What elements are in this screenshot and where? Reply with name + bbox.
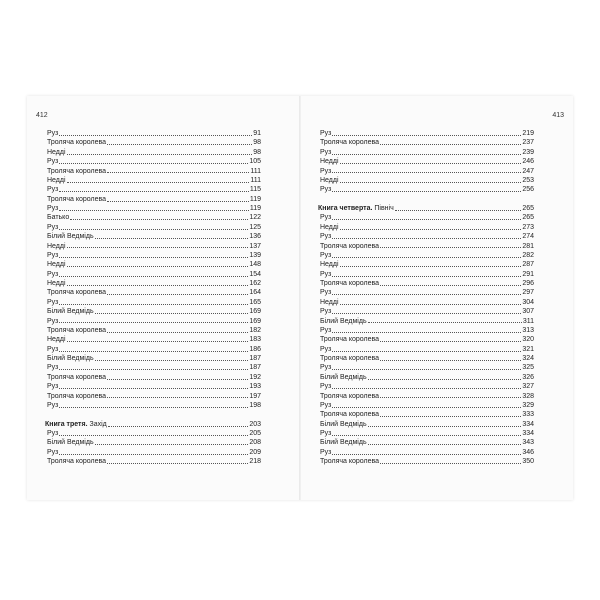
toc-entry-title: Білий Ведмідь [320,373,367,381]
toc-page-number: 273 [522,223,534,231]
toc-entry-title: Троляча королева [320,355,380,362]
toc-entry [45,363,261,372]
toc-entry [318,288,534,297]
toc-page-number: 209 [249,448,261,456]
toc-entry [318,429,534,438]
toc-section-title-rest: Північ [372,205,394,212]
toc-leader-dots [332,135,521,136]
toc-entry [45,429,261,438]
right-toc [318,129,534,467]
toc-page-number: 187 [249,364,261,372]
toc-leader-dots [59,257,248,258]
toc-leader-dots [107,379,248,380]
toc-page-number: 208 [249,439,261,447]
toc-page-number: 119 [249,195,261,203]
toc-entry [318,354,534,363]
toc-entry [45,213,261,222]
toc-page-number: 139 [249,251,261,259]
toc-leader-dots [67,341,249,342]
toc-entry-title: Руз [47,430,59,437]
toc-entry-title: Руз [320,326,332,334]
toc-entry [318,410,534,419]
toc-leader-dots [340,163,522,164]
toc-leader-dots [368,379,522,380]
toc-entry-title: Недді [47,176,66,184]
toc-gap [45,410,261,419]
toc-leader-dots [59,135,252,136]
toc-entry [318,223,534,232]
toc-entry [318,457,534,466]
toc-leader-dots [332,276,521,277]
toc-page-number: 98 [253,139,261,147]
toc-page-number: 291 [522,270,534,278]
toc-entry [318,401,534,410]
toc-entry-title: Руз [320,148,332,156]
toc-page-number: 325 [522,364,534,372]
toc-leader-dots [70,219,248,220]
toc-leader-dots [59,191,248,192]
toc-section-title-bold: Книга четверта. [318,205,373,212]
toc-entry-title: Руз [320,289,332,297]
toc-leader-dots [95,238,249,239]
toc-entry [318,129,534,138]
toc-entry [45,457,261,466]
toc-page-number: 346 [522,448,534,456]
toc-page-number: 328 [522,392,534,400]
toc-entry-title: Руз [320,186,332,194]
toc-entry-title: Руз [320,214,332,222]
toc-leader-dots [95,313,249,314]
toc-entry [45,317,261,326]
toc-page-number: 274 [522,233,534,241]
toc-entry-title: Білий Ведмідь [47,439,94,447]
toc-leader-dots [332,435,521,436]
toc-leader-dots [380,144,521,145]
toc-entry-title: Руз [47,345,59,353]
toc-entry [45,223,261,232]
toc-entry-title: Руз [320,233,332,241]
toc-leader-dots [340,182,522,183]
toc-page-number: 350 [522,458,534,466]
toc-leader-dots [107,172,249,173]
toc-entry [45,204,261,213]
toc-entry-title: Руз [47,223,59,231]
toc-page-number: 137 [249,242,261,250]
toc-entry [318,307,534,316]
toc-page-number: 246 [522,158,534,166]
toc-leader-dots [368,444,522,445]
toc-section-heading [45,420,261,429]
toc-page-number: 203 [249,420,261,428]
toc-entry [45,251,261,260]
toc-entry-title: Недді [320,298,339,306]
toc-page-number: 136 [249,233,261,241]
book-spread [27,96,573,500]
toc-entry [45,448,261,457]
toc-leader-dots [368,426,522,427]
left-page [27,96,299,500]
toc-entry-title: Білий Ведмідь [47,355,94,362]
toc-page-number: 169 [249,308,261,316]
toc-entry [45,232,261,241]
toc-entry-title: Недді [47,242,66,250]
toc-leader-dots [67,247,249,248]
toc-leader-dots [59,407,248,408]
toc-leader-dots [107,332,248,333]
toc-entry-title: Троляча королева [47,289,107,297]
toc-leader-dots [59,369,248,370]
toc-entry-title: Білий Ведмідь [47,233,94,241]
toc-leader-dots [67,182,250,183]
toc-entry-title: Руз [47,158,59,166]
toc-leader-dots [59,435,248,436]
toc-entry-title: Троляча королева [320,336,380,344]
toc-entry-title: Руз [47,448,59,456]
toc-entry-title: Руз [47,298,59,306]
toc-entry-title: Руз [320,383,332,391]
toc-entry [45,345,261,354]
toc-entry-title: Недді [47,261,66,269]
toc-page-number: 164 [249,289,261,297]
toc-page-number: 313 [522,326,534,334]
toc-entry-title: Руз [47,270,59,278]
toc-leader-dots [380,463,521,464]
toc-entry-title: Недді [320,261,339,269]
toc-entry-title: Руз [47,130,59,137]
toc-entry [45,438,261,447]
toc-leader-dots [380,341,521,342]
toc-page-number: 165 [249,298,261,306]
toc-entry [318,363,534,372]
toc-leader-dots [340,229,522,230]
toc-leader-dots [59,322,248,323]
toc-leader-dots [67,266,249,267]
toc-leader-dots [107,144,252,145]
toc-entry [45,167,261,176]
toc-leader-dots [95,360,249,361]
toc-leader-dots [59,163,248,164]
toc-entry-title: Руз [47,205,59,212]
toc-leader-dots [332,369,521,370]
toc-page-number: 239 [522,148,534,156]
toc-entry [318,270,534,279]
toc-page-number: 193 [249,383,261,391]
toc-entry-title: Троляча королева [47,373,107,381]
toc-page-number: 320 [522,336,534,344]
toc-entry [45,307,261,316]
toc-entry-title: Руз [320,167,332,175]
toc-entry [318,382,534,391]
toc-leader-dots [332,172,521,173]
toc-entry [318,176,534,185]
toc-entry-title: Троляча королева [320,411,380,419]
toc-page-number: 343 [522,439,534,447]
toc-entry-title: Руз [320,430,332,437]
toc-entry [45,176,261,185]
toc-entry [45,373,261,382]
toc-page-number: 105 [249,158,261,166]
toc-entry-title: Троляча королева [320,392,380,400]
toc-leader-dots [380,397,521,398]
toc-entry-title: Батько [47,214,70,222]
right-page-number: 413 [552,112,564,119]
toc-leader-dots [340,304,522,305]
toc-entry-title: Троляча королева [47,458,107,466]
toc-entry [318,148,534,157]
toc-entry-title: Недді [320,158,339,166]
toc-page-number: 122 [249,214,261,222]
toc-page-number: 324 [522,355,534,362]
toc-page-number: 169 [249,317,261,325]
toc-page-number: 326 [522,373,534,381]
toc-entry-title: Білий Ведмідь [47,308,94,316]
toc-gap [318,195,534,204]
toc-section-title [45,420,107,429]
toc-entry-title: Руз [47,251,59,259]
toc-leader-dots [59,454,248,455]
toc-entry [45,326,261,335]
toc-page-number: 297 [522,289,534,297]
toc-entry-title: Руз [320,251,332,259]
toc-page-number: 329 [522,401,534,409]
toc-entry-title: Руз [320,345,332,353]
toc-page-number: 192 [249,373,261,381]
toc-page-number: 219 [522,130,534,137]
toc-page-number: 333 [522,411,534,419]
toc-page-number: 304 [522,298,534,306]
toc-page-number: 265 [522,205,534,212]
toc-entry [318,373,534,382]
toc-entry-title: Руз [47,383,59,391]
toc-entry [45,382,261,391]
toc-page-number: 197 [249,392,261,400]
toc-entry [318,298,534,307]
toc-entry-title: Троляча королева [320,242,380,250]
toc-entry [45,195,261,204]
toc-leader-dots [67,285,249,286]
toc-page-number: 162 [249,280,261,287]
toc-leader-dots [332,219,521,220]
toc-page-number: 327 [522,383,534,391]
toc-leader-dots [380,247,521,248]
toc-page-number: 253 [522,176,534,184]
toc-leader-dots [107,294,248,295]
toc-leader-dots [332,154,521,155]
toc-entry [45,138,261,147]
toc-entry-title: Руз [320,364,332,372]
toc-page-number: 154 [249,270,261,278]
toc-entry [318,251,534,260]
toc-entry [45,298,261,307]
toc-leader-dots [59,229,248,230]
toc-entry [318,335,534,344]
toc-page-number: 98 [253,148,261,156]
toc-page-number: 265 [522,214,534,222]
toc-entry-title: Недді [320,223,339,231]
toc-page-number: 247 [522,167,534,175]
toc-leader-dots [59,388,248,389]
toc-entry-title: Білий Ведмідь [320,420,367,428]
toc-entry [45,288,261,297]
toc-entry [318,392,534,401]
toc-entry-title: Недді [47,280,66,287]
toc-leader-dots [380,285,521,286]
toc-entry-title: Руз [320,308,332,316]
toc-entry-title: Руз [47,186,59,194]
toc-page-number: 111 [250,176,261,184]
toc-entry [45,148,261,157]
toc-page-number: 148 [249,261,261,269]
toc-page-number: 282 [522,251,534,259]
toc-page-number: 311 [522,317,534,325]
toc-entry [45,392,261,401]
toc-page-number: 183 [249,336,261,344]
toc-entry [318,279,534,288]
toc-entry [318,448,534,457]
toc-leader-dots [332,351,521,352]
toc-page-number: 186 [249,345,261,353]
toc-entry-title: Троляча королева [47,167,107,175]
toc-leader-dots [107,397,248,398]
toc-leader-dots [95,444,249,445]
toc-leader-dots [107,201,249,202]
toc-entry-title: Руз [320,130,332,137]
toc-leader-dots [332,407,521,408]
toc-leader-dots [332,332,521,333]
toc-page-number: 237 [522,139,534,147]
toc-entry-title: Троляча королева [47,139,107,147]
toc-page-number: 296 [522,280,534,287]
toc-leader-dots [380,416,521,417]
toc-leader-dots [59,351,248,352]
toc-entry [318,260,534,269]
toc-entry [318,138,534,147]
toc-leader-dots [332,257,521,258]
toc-leader-dots [368,322,522,323]
toc-entry [45,129,261,138]
toc-entry-title: Недді [320,176,339,184]
toc-entry [45,335,261,344]
toc-entry [318,232,534,241]
toc-page-number: 307 [522,308,534,316]
toc-entry [45,270,261,279]
toc-leader-dots [332,313,521,314]
toc-leader-dots [59,276,248,277]
left-toc [45,129,261,467]
toc-section-title [318,204,394,213]
toc-entry [318,213,534,222]
toc-entry-title: Руз [320,448,332,456]
toc-section-heading [318,204,534,213]
toc-entry [318,326,534,335]
toc-entry-title: Троляча королева [320,280,380,287]
toc-page-number: 187 [249,355,261,362]
right-page [301,96,573,500]
toc-leader-dots [395,210,522,211]
toc-leader-dots [107,463,248,464]
toc-section-title-bold: Книга третя. [45,420,88,428]
toc-entry-title: Троляча королева [47,195,107,203]
toc-leader-dots [59,304,248,305]
toc-entry [45,242,261,251]
toc-page-number: 205 [249,430,261,437]
toc-page-number: 115 [249,186,261,194]
toc-leader-dots [332,454,521,455]
toc-entry [318,242,534,251]
toc-entry [318,420,534,429]
toc-page-number: 182 [249,326,261,334]
left-page-number: 412 [36,112,48,119]
toc-page-number: 198 [249,401,261,409]
toc-page-number: 334 [522,420,534,428]
toc-page-number: 281 [522,242,534,250]
toc-leader-dots [332,388,521,389]
toc-entry-title: Троляча королева [320,139,380,147]
toc-entry [45,185,261,194]
toc-leader-dots [67,154,253,155]
toc-entry [45,354,261,363]
toc-leader-dots [59,210,248,211]
toc-page-number: 218 [249,458,261,466]
toc-entry-title: Троляча королева [47,326,107,334]
toc-leader-dots [332,191,521,192]
toc-leader-dots [332,294,521,295]
toc-entry [318,438,534,447]
toc-entry-title: Білий Ведмідь [320,439,367,447]
toc-entry-title: Недді [47,148,66,156]
toc-entry [318,185,534,194]
toc-entry [45,260,261,269]
toc-entry-title: Руз [47,317,59,325]
toc-page-number: 119 [249,205,261,212]
toc-entry-title: Руз [320,401,332,409]
toc-page-number: 91 [253,130,261,137]
toc-entry-title: Недді [47,336,66,344]
toc-entry [45,401,261,410]
toc-leader-dots [340,266,522,267]
toc-leader-dots [332,238,521,239]
toc-entry-title: Руз [320,270,332,278]
toc-entry [318,157,534,166]
toc-entry [318,317,534,326]
toc-page-number: 111 [250,167,261,175]
toc-page-number: 334 [522,430,534,437]
toc-leader-dots [380,360,521,361]
toc-page-number: 321 [522,345,534,353]
toc-entry-title: Білий Ведмідь [320,317,367,325]
toc-section-title-rest: Захід [87,420,107,428]
toc-entry [318,345,534,354]
toc-page-number: 287 [522,261,534,269]
toc-entry-title: Руз [47,401,59,409]
toc-page-number: 125 [249,223,261,231]
toc-leader-dots [108,426,249,427]
toc-page-number: 256 [522,186,534,194]
toc-entry-title: Троляча королева [47,392,107,400]
toc-entry-title: Троляча королева [320,458,380,466]
toc-entry-title: Руз [47,364,59,372]
toc-entry [45,279,261,288]
toc-entry [45,157,261,166]
toc-entry [318,167,534,176]
